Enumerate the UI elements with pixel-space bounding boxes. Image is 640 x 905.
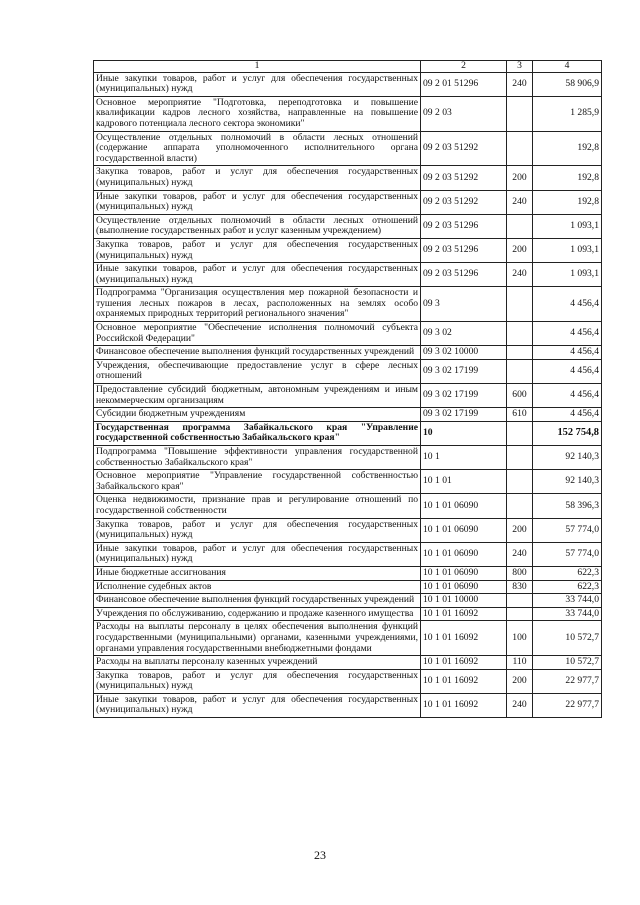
column-header-expense-type: 3: [507, 61, 533, 73]
row-description: Иные закупки товаров, работ и услуг для обеспечения государственных (муниципальных) нужд: [94, 72, 421, 96]
row-amount: 4 456,4: [533, 408, 602, 422]
row-amount: 33 744,0: [533, 594, 602, 608]
document-page: [93, 60, 601, 718]
row-description: Закупка товаров, работ и услуг для обеспечения государственных (муниципальных) нужд: [94, 669, 421, 693]
row-expense-type: [507, 359, 533, 383]
row-expense-type: [507, 322, 533, 346]
row-amount: 192,8: [533, 166, 602, 190]
row-amount: 1 093,1: [533, 238, 602, 262]
table-row: [94, 72, 602, 96]
row-code: 09 2 03 51292: [421, 131, 507, 166]
table-row: [94, 669, 602, 693]
table-row: [94, 566, 602, 580]
row-expense-type: 240: [507, 190, 533, 214]
table-row: [94, 542, 602, 566]
row-expense-type: 100: [507, 621, 533, 656]
row-expense-type: [507, 594, 533, 608]
table-row: [94, 263, 602, 287]
row-expense-type: [507, 421, 533, 445]
row-code: 10 1 01 10000: [421, 594, 507, 608]
row-amount: 1 093,1: [533, 263, 602, 287]
row-description: Учреждения, обеспечивающие предоставление услуг в сфере лесных отношений: [94, 359, 421, 383]
row-amount: 58 906,9: [533, 72, 602, 96]
row-description: Субсидии бюджетным учреждениям: [94, 408, 421, 422]
table-row: [94, 421, 602, 445]
row-description: Иные закупки товаров, работ и услуг для обеспечения государственных (муниципальных) нужд: [94, 542, 421, 566]
table-row: [94, 607, 602, 621]
row-code: 09 3 02 10000: [421, 346, 507, 360]
table-row: [94, 131, 602, 166]
row-amount: 22 977,7: [533, 669, 602, 693]
table-row: [94, 494, 602, 518]
column-header-amount: 4: [533, 61, 602, 73]
row-expense-type: 240: [507, 693, 533, 717]
row-code: 09 2 03 51296: [421, 263, 507, 287]
row-expense-type: 200: [507, 669, 533, 693]
table-row: [94, 384, 602, 408]
table-row: [94, 346, 602, 360]
row-expense-type: [507, 607, 533, 621]
row-amount: 92 140,3: [533, 446, 602, 470]
row-expense-type: [507, 287, 533, 322]
row-expense-type: [507, 470, 533, 494]
table-row: [94, 656, 602, 670]
row-description: Иные закупки товаров, работ и услуг для обеспечения государственных (муниципальных) нужд: [94, 263, 421, 287]
row-description: Иные закупки товаров, работ и услуг для обеспечения государственных (муниципальных) нужд: [94, 190, 421, 214]
table-row: [94, 190, 602, 214]
row-description: Осуществление отдельных полномочий в области лесных отношений (выполнение государственных работ и услуг казенным учреждением): [94, 214, 421, 238]
row-expense-type: 200: [507, 238, 533, 262]
table-row: [94, 518, 602, 542]
row-description: Учреждения по обслуживанию, содержанию и продаже казенного имущества: [94, 607, 421, 621]
row-expense-type: 240: [507, 542, 533, 566]
table-row: [94, 470, 602, 494]
row-code: 10 1 01 16092: [421, 669, 507, 693]
row-code: 09 3: [421, 287, 507, 322]
row-amount: 4 456,4: [533, 322, 602, 346]
row-expense-type: 800: [507, 566, 533, 580]
row-amount: 622,3: [533, 566, 602, 580]
row-code: 09 3 02 17199: [421, 359, 507, 383]
row-amount: 1 285,9: [533, 96, 602, 131]
row-amount: 4 456,4: [533, 346, 602, 360]
row-description: Закупка товаров, работ и услуг для обеспечения государственных (муниципальных) нужд: [94, 238, 421, 262]
row-code: 10 1 01 06090: [421, 566, 507, 580]
table-row: [94, 594, 602, 608]
row-amount: 10 572,7: [533, 656, 602, 670]
row-code: 09 2 03: [421, 96, 507, 131]
row-amount: 57 774,0: [533, 518, 602, 542]
row-description: Исполнение судебных актов: [94, 580, 421, 594]
row-description: Основное мероприятие "Подготовка, переподготовка и повышение квалификации кадров лесного хозяйства, направленные на повышение кадрового потенциала лесного сектора экономики": [94, 96, 421, 131]
page-number: 23: [314, 848, 326, 862]
table-row: [94, 621, 602, 656]
row-expense-type: 600: [507, 384, 533, 408]
row-description: Закупка товаров, работ и услуг для обеспечения государственных (муниципальных) нужд: [94, 518, 421, 542]
table-row: [94, 693, 602, 717]
column-header-description: 1: [94, 61, 421, 73]
table-row: [94, 408, 602, 422]
table-row: [94, 446, 602, 470]
row-amount: 33 744,0: [533, 607, 602, 621]
row-code: 10 1: [421, 446, 507, 470]
row-description: Иные закупки товаров, работ и услуг для обеспечения государственных (муниципальных) нужд: [94, 693, 421, 717]
table-row: [94, 359, 602, 383]
row-description: Государственная программа Забайкальского края "Управление государственной собственностью Забайкальского края": [94, 421, 421, 445]
row-description: Расходы на выплаты персоналу в целях обеспечения выполнения функций государственными (муниципальными) органами, казенными учреждениями, органами управления государственными внебюджетными фондами: [94, 621, 421, 656]
row-amount: 57 774,0: [533, 542, 602, 566]
row-description: Финансовое обеспечение выполнения функций государственных учреждений: [94, 594, 421, 608]
table-row: [94, 287, 602, 322]
row-expense-type: [507, 346, 533, 360]
row-code: 09 2 03 51292: [421, 190, 507, 214]
row-amount: 192,8: [533, 190, 602, 214]
budget-table: [93, 60, 602, 718]
row-description: Основное мероприятие "Обеспечение исполнения полномочий субъекта Российской Федерации": [94, 322, 421, 346]
table-row: [94, 580, 602, 594]
row-description: Предоставление субсидий бюджетным, автономным учреждениям и иным некоммерческим организациям: [94, 384, 421, 408]
row-expense-type: [507, 214, 533, 238]
row-code: 10 1 01: [421, 470, 507, 494]
row-code: 10 1 01 06090: [421, 494, 507, 518]
row-description: Подпрограмма "Организация осуществления мер пожарной безопасности и тушения лесных пожаров в лесах, расположенных на землях особо охраняемых природных территорий регионального значения": [94, 287, 421, 322]
row-code: 10: [421, 421, 507, 445]
row-amount: 10 572,7: [533, 621, 602, 656]
row-code: 09 3 02 17199: [421, 408, 507, 422]
row-code: 10 1 01 06090: [421, 518, 507, 542]
row-code: 09 2 03 51292: [421, 166, 507, 190]
row-code: 09 3 02 17199: [421, 384, 507, 408]
column-header-code: 2: [421, 61, 507, 73]
row-description: Расходы на выплаты персоналу казенных учреждений: [94, 656, 421, 670]
row-expense-type: [507, 131, 533, 166]
row-code: 09 2 03 51296: [421, 214, 507, 238]
row-code: 10 1 01 06090: [421, 542, 507, 566]
row-expense-type: [507, 494, 533, 518]
row-amount: 4 456,4: [533, 359, 602, 383]
table-row: [94, 96, 602, 131]
row-description: Основное мероприятие "Управление государственной собственностью Забайкальского края": [94, 470, 421, 494]
row-amount: 92 140,3: [533, 470, 602, 494]
row-amount: 152 754,8: [533, 421, 602, 445]
row-expense-type: 610: [507, 408, 533, 422]
table-body: [94, 72, 602, 717]
row-amount: 192,8: [533, 131, 602, 166]
row-amount: 4 456,4: [533, 287, 602, 322]
row-expense-type: 830: [507, 580, 533, 594]
row-expense-type: 240: [507, 263, 533, 287]
row-description: Подпрограмма "Повышение эффективности управления государственной собственностью Забайкальского края": [94, 446, 421, 470]
row-code: 09 2 03 51296: [421, 238, 507, 262]
row-description: Иные бюджетные ассигнования: [94, 566, 421, 580]
row-expense-type: [507, 446, 533, 470]
table-row: [94, 214, 602, 238]
row-code: 10 1 01 16092: [421, 607, 507, 621]
row-amount: 22 977,7: [533, 693, 602, 717]
row-description: Оценка недвижимости, признание прав и регулирование отношений по государственной собственности: [94, 494, 421, 518]
table-header-row: [94, 61, 602, 73]
row-code: 10 1 01 16092: [421, 621, 507, 656]
row-expense-type: 200: [507, 166, 533, 190]
row-amount: 1 093,1: [533, 214, 602, 238]
row-code: 10 1 01 16092: [421, 656, 507, 670]
row-code: 10 1 01 16092: [421, 693, 507, 717]
row-description: Осуществление отдельных полномочий в области лесных отношений (содержание аппарата уполномоченного исполнительного органа государственной власти): [94, 131, 421, 166]
row-expense-type: 200: [507, 518, 533, 542]
row-code: 09 3 02: [421, 322, 507, 346]
table-row: [94, 238, 602, 262]
row-description: Финансовое обеспечение выполнения функций государственных учреждений: [94, 346, 421, 360]
row-code: 10 1 01 06090: [421, 580, 507, 594]
table-row: [94, 322, 602, 346]
row-expense-type: [507, 96, 533, 131]
row-expense-type: 240: [507, 72, 533, 96]
table-row: [94, 166, 602, 190]
row-amount: 58 396,3: [533, 494, 602, 518]
row-description: Закупка товаров, работ и услуг для обеспечения государственных (муниципальных) нужд: [94, 166, 421, 190]
row-amount: 622,3: [533, 580, 602, 594]
row-expense-type: 110: [507, 656, 533, 670]
row-code: 09 2 01 51296: [421, 72, 507, 96]
row-amount: 4 456,4: [533, 384, 602, 408]
